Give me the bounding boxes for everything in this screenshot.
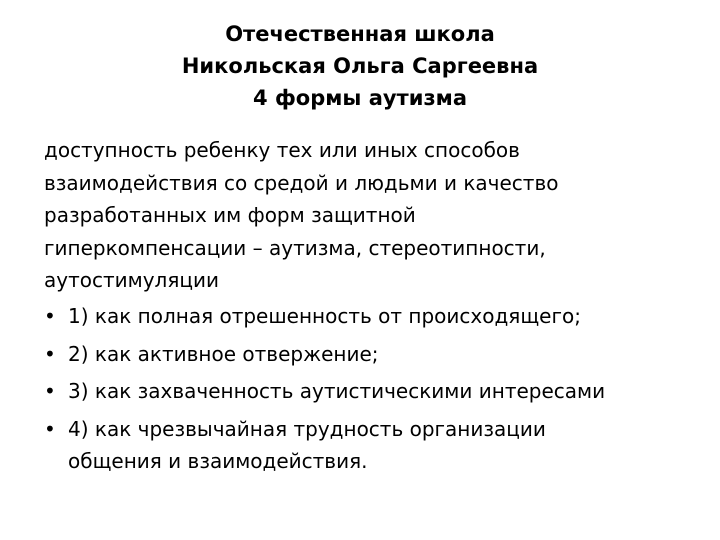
list-item-text: 1) как полная отрешенность от происходящего; xyxy=(68,304,581,328)
list-item xyxy=(44,338,694,371)
list-item xyxy=(44,413,694,478)
bullet-list xyxy=(44,300,694,483)
intro-line: доступность ребенку тех или иных способов xyxy=(44,138,520,162)
list-item-text: общения и взаимодействия. xyxy=(68,449,368,473)
intro-line: гиперкомпенсации – аутизма, стереотипности, xyxy=(44,235,546,260)
list-item-text: 2) как активное отвержение; xyxy=(68,341,379,366)
intro-line: аутостимуляции xyxy=(44,268,219,292)
title-line-topic: 4 формы аутизма xyxy=(253,86,467,110)
title-line-author: Никольская Ольга Саргеевна xyxy=(181,54,539,78)
bullet-dot-icon: • xyxy=(44,341,56,366)
bullet-dot-icon: • xyxy=(44,416,56,441)
intro-line: взаимодействия со средой и людьми и качество xyxy=(44,170,559,195)
list-item xyxy=(44,375,694,408)
list-item-text: 4) как чрезвычайная трудность организации xyxy=(68,416,546,441)
list-item-text: 3) как захваченность аутистическими интересами xyxy=(68,379,606,403)
intro-paragraph xyxy=(44,134,684,297)
title-line-school: Отечественная школа xyxy=(225,22,495,46)
bullet-dot-icon: • xyxy=(44,379,56,403)
slide-title xyxy=(40,18,680,114)
list-item xyxy=(44,300,694,333)
intro-line: разработанных им форм защитной xyxy=(44,203,416,227)
bullet-dot-icon: • xyxy=(44,304,56,328)
